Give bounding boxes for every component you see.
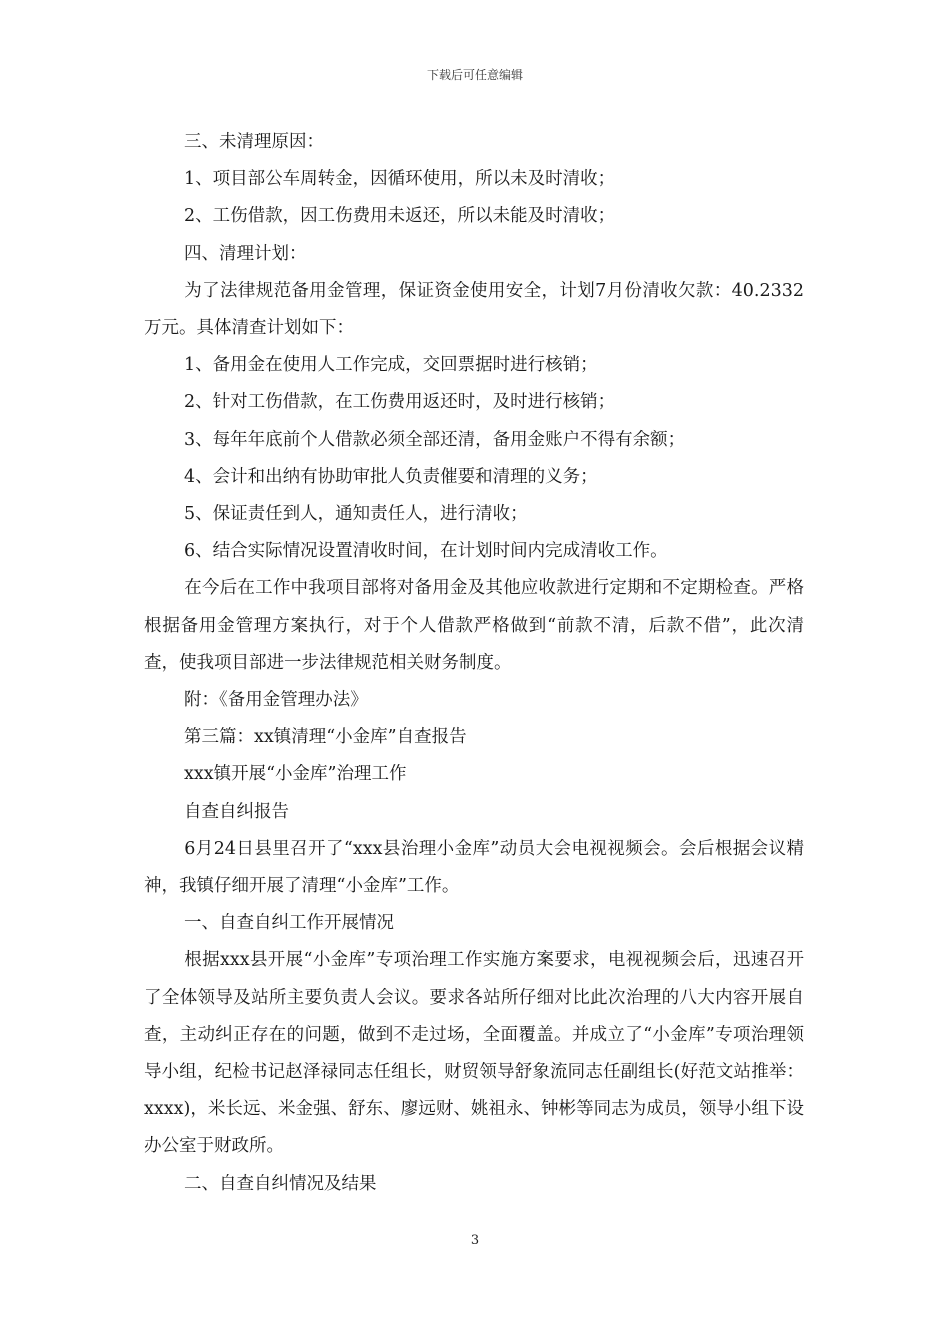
- page-number: 3: [470, 1233, 480, 1248]
- attachment-note: 附：《备用金管理办法》: [184, 690, 368, 711]
- page-header-note: 下载后可任意编辑: [426, 68, 523, 82]
- section-heading: 三、未清理原因：: [184, 132, 324, 152]
- paragraph: 根据xxx县开展“小金库”专项治理工作实施方案要求，电视视频会后，迅速召开了全体领导及站所主要负责人会议。要求各站所仔细对比此次治理的八大内容开展自查，主动纠正存在的问题，做到不走过场，全面覆盖。并成立了“小金库”专项治理领导小组，纪检书记赵泽禄同志任组长，财贸领导舒象流同志任副组长(好范文站推举：xxxx)，米长远、米金强、舒东、廖远财、姚祖永、钟彬等同志为成员，领导小组下设办公室于财政所。: [144, 950, 804, 1157]
- list-item: 4、会计和出纳有协助审批人负责催要和清理的义务；: [184, 466, 598, 487]
- list-item: 2、工伤借款，因工伤费用未返还，所以未能及时清收；: [184, 206, 616, 227]
- chapter-title: 第三篇：xx镇清理“小金库”自查报告: [184, 727, 467, 748]
- paragraph: 为了法律规范备用金管理，保证资金使用安全，计划7月份清收欠款：40.2332万元。具体清查计划如下：: [144, 280, 804, 339]
- report-title-line: xxx镇开展“小金库”治理工作: [184, 764, 407, 785]
- list-item: 1、备用金在使用人工作完成，交回票据时进行核销；: [184, 355, 598, 376]
- document-body: [144, 124, 804, 1203]
- section-heading: 二、自查自纠情况及结果: [184, 1173, 377, 1194]
- list-item: 2、针对工伤借款，在工伤费用返还时，及时进行核销；: [184, 392, 616, 413]
- paragraph: 6月24日县里召开了“xxx县治理小金库”动员大会电视视频会。会后根据会议精神，我镇仔细开展了清理“小金库”工作。: [144, 838, 804, 897]
- section-heading: 一、自查自纠工作开展情况: [184, 913, 394, 934]
- section-heading: 四、清理计划：: [184, 243, 307, 264]
- paragraph: 在今后在工作中我项目部将对备用金及其他应收款进行定期和不定期检查。严格根据备用金管理方案执行，对于个人借款严格做到“前款不清，后款不借”，此次清查，使我项目部进一步法律规范相关财务制度。: [144, 578, 804, 673]
- list-item: 3、每年年底前个人借款必须全部还清，备用金账户不得有余额；: [184, 429, 686, 450]
- list-item: 5、保证责任到人，通知责任人，进行清收；: [184, 504, 528, 525]
- report-title-line: 自查自纠报告: [184, 801, 289, 822]
- list-item: 1、项目部公车周转金，因循环使用，所以未及时清收；: [184, 169, 616, 190]
- list-item: 6、结合实际情况设置清收时间，在计划时间内完成清收工作。: [184, 541, 668, 562]
